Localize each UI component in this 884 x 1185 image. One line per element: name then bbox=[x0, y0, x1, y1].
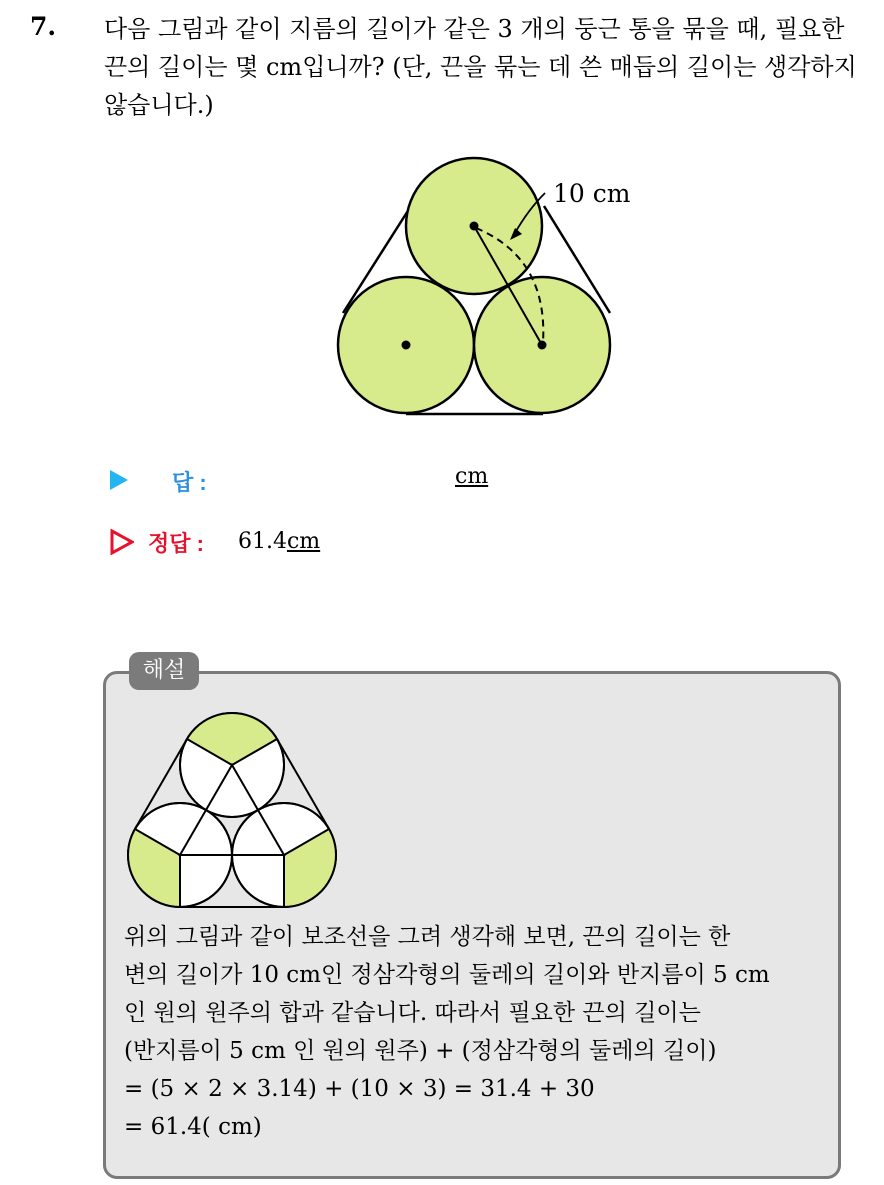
answer-unit: cm bbox=[455, 464, 489, 489]
three-circles-figure bbox=[330, 152, 630, 422]
solution-line: 인 원의 원주의 합과 같습니다. 따라서 필요한 끈의 길이는 bbox=[124, 1000, 701, 1026]
solution-text bbox=[124, 918, 836, 1146]
solution-line: 변의 길이가 10 cm인 정삼각형의 둘레의 길이와 반지름이 5 cm bbox=[124, 962, 770, 988]
solution-line: (반지름이 5 cm 인 원의 원주) + (정삼각형의 둘레의 길이) bbox=[124, 1038, 717, 1064]
question-text: 다음 그림과 같이 지름의 길이가 같은 3 개의 둥근 통을 묶을 때, 필요한 끈의 길이는 몇 cm입니까? (단, 끈을 묶는 데 쓴 매듭의 길이는 생각하지 않습니다.) bbox=[104, 15, 857, 119]
center-dot-left bbox=[402, 341, 411, 350]
dimension-label: 10 cm bbox=[553, 179, 630, 208]
correct-answer-label: 정답 : bbox=[148, 531, 204, 556]
solution-figure bbox=[120, 708, 345, 908]
play-triangle-icon bbox=[110, 470, 128, 490]
outline-triangle-icon bbox=[110, 529, 134, 555]
question-number: 7. bbox=[30, 12, 57, 41]
solution-tab: 해설 bbox=[129, 652, 199, 690]
solution-line: 위의 그림과 같이 보조선을 그려 생각해 보면, 끈의 길이는 한 bbox=[124, 924, 731, 950]
answer-label: 답 : bbox=[172, 470, 207, 495]
correct-answer-value: 61.4cm bbox=[238, 529, 321, 554]
solution-line: = (5 × 2 × 3.14) + (10 × 3) = 31.4 + 30 bbox=[124, 1076, 595, 1102]
solution-line: = 61.4( cm) bbox=[124, 1114, 262, 1140]
